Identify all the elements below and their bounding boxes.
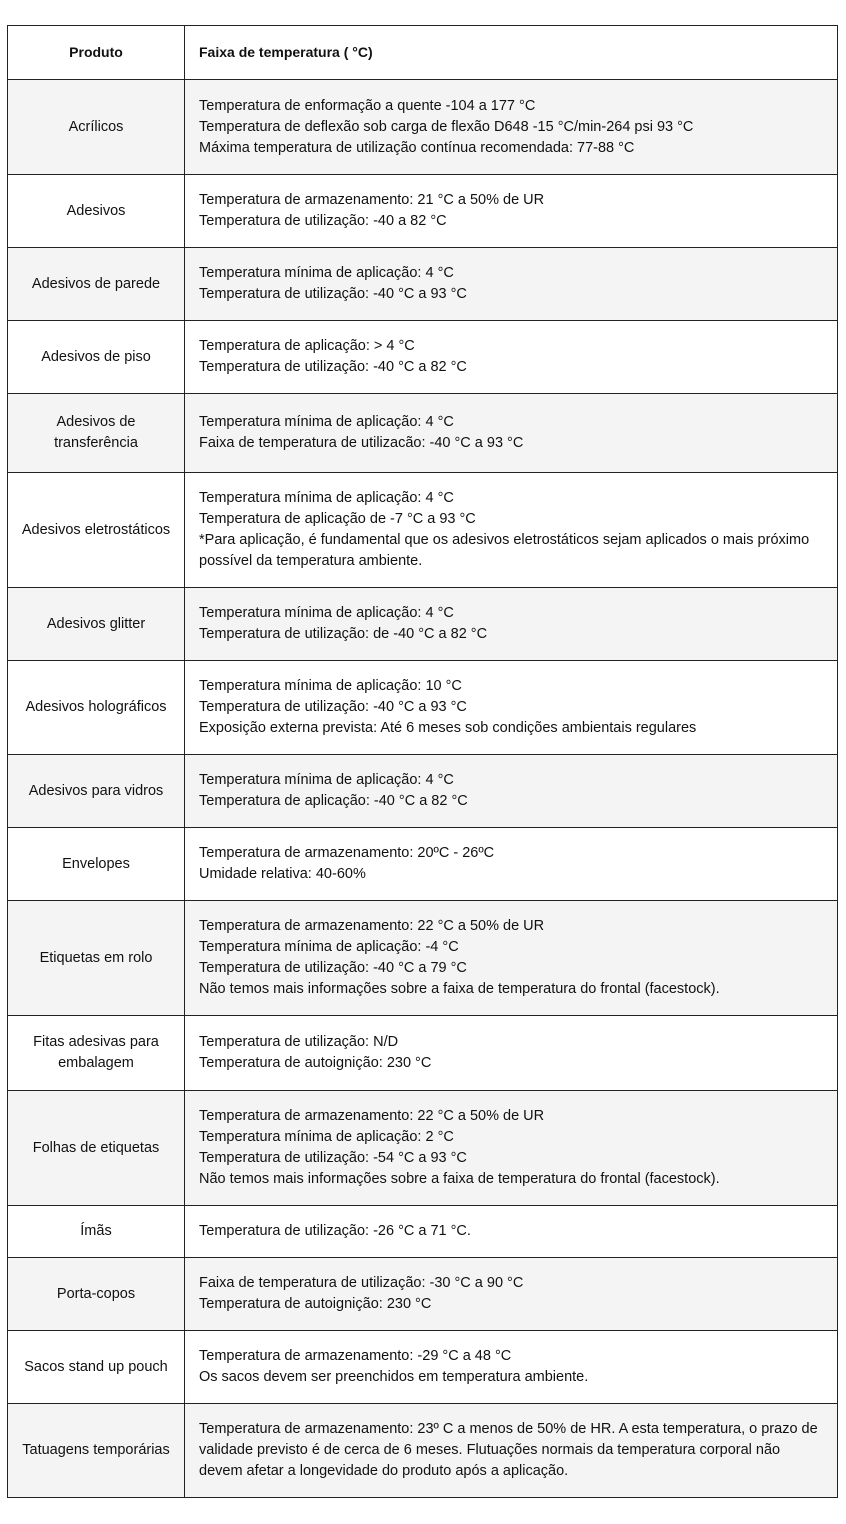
temperature-table <box>7 25 838 1498</box>
temperature-detail-line: Temperatura de aplicação de -7 °C a 93 °C <box>199 511 476 527</box>
table-row <box>8 175 838 248</box>
product-cell: Adesivos <box>8 175 185 248</box>
table-row <box>8 394 838 473</box>
temperature-range-cell <box>185 828 838 901</box>
temperature-detail-line: *Para aplicação, é fundamental que os adesivos eletrostáticos sejam aplicados o mais próximo possível da temperatura ambiente. <box>199 532 810 569</box>
product-cell: Ímãs <box>8 1206 185 1258</box>
temperature-detail-line: Temperatura de utilização: -40 °C a 93 °C <box>199 699 467 715</box>
temperature-detail-line: Temperatura de armazenamento: -29 °C a 48 °C <box>199 1348 512 1364</box>
temperature-range-cell <box>185 248 838 321</box>
temperature-detail-line: Temperatura de utilização: -40 °C a 82 °C <box>199 359 467 375</box>
column-header-temperature-range: Faixa de temperatura ( °C) <box>185 26 838 80</box>
product-cell: Sacos stand up pouch <box>8 1331 185 1404</box>
table-row <box>8 1258 838 1331</box>
temperature-range-cell <box>185 473 838 588</box>
temperature-detail-line: Temperatura de aplicação: -40 °C a 82 °C <box>199 793 468 809</box>
temperature-detail-line: Temperatura de deflexão sob carga de flexão D648 -15 °C/min-264 psi 93 °C <box>199 118 694 135</box>
temperature-detail-line: Temperatura de aplicação: > 4 °C <box>199 338 415 354</box>
table-row <box>8 1404 838 1498</box>
temperature-range-cell <box>185 1091 838 1206</box>
table-row <box>8 828 838 901</box>
table-row <box>8 1331 838 1404</box>
product-cell: Adesivos de transferência <box>8 394 185 473</box>
table-row <box>8 901 838 1016</box>
temperature-detail-line: Temperatura mínima de aplicação: 4 °C <box>199 605 454 621</box>
temperature-detail-line: Temperatura de autoignição: 230 °C <box>199 1055 432 1071</box>
temperature-detail-line: Não temos mais informações sobre a faixa de temperatura do frontal (facestock). <box>199 1171 720 1187</box>
product-cell: Acrílicos <box>8 80 185 175</box>
temperature-detail-line: Temperatura de utilização: N/D <box>199 1034 399 1050</box>
table-row <box>8 473 838 588</box>
temperature-range-cell <box>185 80 838 175</box>
table-row <box>8 321 838 394</box>
temperature-detail-line: Temperatura de utilização: -26 °C a 71 °C. <box>199 1223 471 1239</box>
temperature-detail-line: Faixa de temperatura de utilizacão: -40 °C a 93 °C <box>199 435 524 451</box>
table-row <box>8 588 838 661</box>
table-row <box>8 248 838 321</box>
temperature-detail-line: Temperatura mínima de aplicação: 10 °C <box>199 678 462 694</box>
product-cell: Etiquetas em rolo <box>8 901 185 1016</box>
temperature-range-cell <box>185 175 838 248</box>
temperature-range-cell <box>185 1206 838 1258</box>
product-cell: Folhas de etiquetas <box>8 1091 185 1206</box>
product-cell: Adesivos eletrostáticos <box>8 473 185 588</box>
table-body <box>8 80 838 1498</box>
temperature-detail-line: Temperatura de utilização: de -40 °C a 82 °C <box>199 626 488 642</box>
temperature-range-cell <box>185 321 838 394</box>
temperature-detail-line: Temperatura de armazenamento: 22 °C a 50% de UR <box>199 918 545 934</box>
table-header-row <box>8 26 838 80</box>
temperature-detail-line: Temperatura mínima de aplicação: 4 °C <box>199 265 454 281</box>
temperature-detail-line: Temperatura de armazenamento: 22 °C a 50% de UR <box>199 1108 545 1124</box>
table-row <box>8 1016 838 1091</box>
temperature-range-cell <box>185 1258 838 1331</box>
column-header-product: Produto <box>8 26 185 80</box>
table-row <box>8 80 838 175</box>
temperature-detail-line: Temperatura mínima de aplicação: 4 °C <box>199 490 454 506</box>
temperature-range-cell <box>185 394 838 473</box>
table-row <box>8 755 838 828</box>
temperature-detail-line: Temperatura de utilização: -54 °C a 93 °C <box>199 1150 467 1166</box>
table-row <box>8 1091 838 1206</box>
temperature-detail-line: Temperatura mínima de aplicação: 4 °C <box>199 414 454 430</box>
product-cell: Adesivos holográficos <box>8 661 185 755</box>
temperature-detail-line: Os sacos devem ser preenchidos em temperatura ambiente. <box>199 1369 589 1385</box>
product-cell: Adesivos de piso <box>8 321 185 394</box>
temperature-detail-line: Temperatura de armazenamento: 20ºC - 26ºC <box>199 845 495 861</box>
temperature-range-cell <box>185 1404 838 1498</box>
product-cell: Porta-copos <box>8 1258 185 1331</box>
temperature-detail-line: Umidade relativa: 40-60% <box>199 866 366 882</box>
temperature-detail-line: Faixa de temperatura de utilização: -30 °C a 90 °C <box>199 1275 524 1291</box>
table-row <box>8 1206 838 1258</box>
temperature-range-cell <box>185 588 838 661</box>
product-cell: Adesivos de parede <box>8 248 185 321</box>
product-cell: Fitas adesivas para embalagem <box>8 1016 185 1091</box>
product-cell: Adesivos para vidros <box>8 755 185 828</box>
temperature-range-cell <box>185 901 838 1016</box>
temperature-detail-line: Temperatura de autoignição: 230 °C <box>199 1296 432 1312</box>
product-cell: Envelopes <box>8 828 185 901</box>
temperature-detail-line: Temperatura mínima de aplicação: 4 °C <box>199 772 454 788</box>
temperature-range-cell <box>185 1016 838 1091</box>
temperature-detail-line: Temperatura de utilização: -40 °C a 79 °C <box>199 960 467 976</box>
temperature-detail-line: Exposição externa prevista: Até 6 meses sob condições ambientais regulares <box>199 720 697 736</box>
temperature-detail-line: Máxima temperatura de utilização contínua recomendada: 77-88 °C <box>199 139 635 156</box>
temperature-detail-line: Temperatura de enformação a quente -104 a 177 °C <box>199 97 536 114</box>
temperature-detail-line: Temperatura de utilização: -40 a 82 °C <box>199 213 447 229</box>
temperature-detail-line: Temperatura de armazenamento: 23º C a menos de 50% de HR. A esta temperatura, o prazo de validade previsto é de cerca de 6 meses. Flutuações normais da temperatura corporal não devem afetar a longevidade do produto após a aplicação. <box>199 1421 818 1479</box>
temperature-detail-line: Temperatura de armazenamento: 21 °C a 50% de UR <box>199 192 545 208</box>
temperature-detail-line: Não temos mais informações sobre a faixa de temperatura do frontal (facestock). <box>199 981 720 997</box>
temperature-range-cell <box>185 1331 838 1404</box>
table-row <box>8 661 838 755</box>
temperature-detail-line: Temperatura mínima de aplicação: -4 °C <box>199 939 459 955</box>
temperature-range-cell <box>185 755 838 828</box>
product-cell: Tatuagens temporárias <box>8 1404 185 1498</box>
temperature-range-cell <box>185 661 838 755</box>
temperature-detail-line: Temperatura mínima de aplicação: 2 °C <box>199 1129 454 1145</box>
temperature-table-container <box>7 25 837 1498</box>
temperature-detail-line: Temperatura de utilização: -40 °C a 93 °C <box>199 286 467 302</box>
product-cell: Adesivos glitter <box>8 588 185 661</box>
